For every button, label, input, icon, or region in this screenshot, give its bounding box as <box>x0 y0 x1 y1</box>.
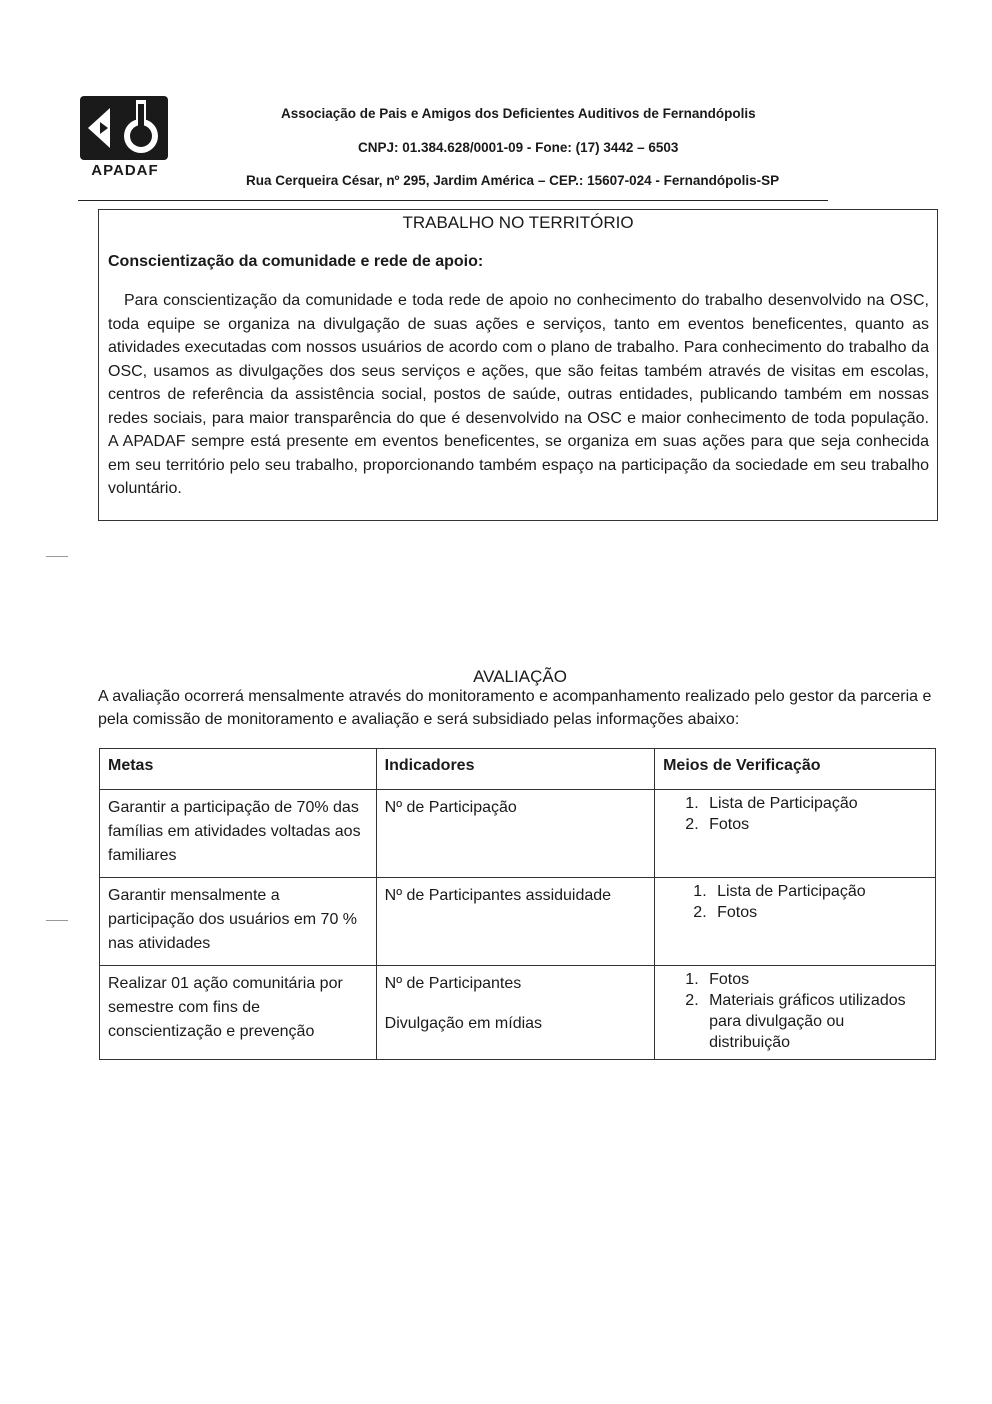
territory-subtitle: Conscientização da comunidade e rede de apoio: <box>108 253 484 270</box>
territory-body-text: Para conscientização da comunidade e toda rede de apoio no conhecimento do trabalho desenvolvido na OSC, toda equipe se organiza na divulgação de suas ações e serviços, tanto em eventos beneficentes, quanto as atividades executadas com nossos usuários de acordo com o plano de trabalho. Para conhecimento do trabalho da OSC, usamos as divulgações dos seus serviços e ações, que são feitas também através de visitas em escolas, centros de referência da assistência social, postos de saúde, outras entidades, publicando também em nossas redes sociais, para maior transparência do que é desenvolvido na OSC e maior conhecimento de toda população. A APADAF sempre está presente em eventos beneficentes, se organiza em suas ações para que seja conhecida em seu território pelo seu trabalho, proporcionando também espaço na participação da sociedade em seu trabalho voluntário. <box>108 292 929 497</box>
list-item: 2. Fotos <box>703 814 927 835</box>
indicator-text: Nº de Participantes <box>384 975 522 992</box>
evaluation-title: AVALIAÇÃO <box>473 667 567 686</box>
indicator-text: Divulgação em mídias <box>384 1015 543 1032</box>
meta-cell: Garantir a participação de 70% das famílias em atividades voltadas aos familiares <box>100 790 377 878</box>
territory-section <box>98 209 938 521</box>
apadaf-logo <box>80 96 170 179</box>
apadaf-logo-icon <box>80 96 170 162</box>
cnpj-phone: CNPJ: 01.384.628/0001-09 - Fone: (17) 3442 – 6503 <box>358 140 679 155</box>
meta-cell: Realizar 01 ação comunitária por semestre com fins de conscientização e prevenção <box>100 966 377 1060</box>
table-row <box>100 790 936 878</box>
territory-title: TRABALHO NO TERRITÓRIO <box>402 213 634 232</box>
header-divider <box>78 200 828 201</box>
list-item: 1. Fotos <box>703 969 927 990</box>
indicator-cell: Nº de Participantes assiduidade <box>376 878 654 966</box>
evaluation-intro: A avaliação ocorrerá mensalmente através do monitoramento e acompanhamento realizado pelo gestor da parceria e pela comissão de monitoramento e avaliação e será subsidiado pelas informações abaixo: <box>98 688 932 728</box>
table-row <box>100 878 936 966</box>
verification-cell <box>655 878 936 966</box>
scan-mark <box>46 920 68 921</box>
indicator-cell: Nº de Participação <box>376 790 654 878</box>
table-row <box>100 966 936 1060</box>
list-item: 2. Materiais gráficos utilizados para divulgação ou distribuição <box>703 990 927 1053</box>
verification-cell <box>655 790 936 878</box>
address: Rua Cerqueira César, nº 295, Jardim América – CEP.: 15607-024 - Fernandópolis-SP <box>246 173 780 188</box>
territory-body <box>108 289 929 501</box>
header-metas: Metas <box>100 749 377 790</box>
table-header-row <box>100 749 936 790</box>
list-item: 1. Lista de Participação <box>711 881 927 902</box>
indicator-cell <box>376 966 654 1060</box>
verification-cell <box>655 966 936 1060</box>
list-item: 2. Fotos <box>711 902 927 923</box>
logo-text: APADAF <box>91 162 159 179</box>
meta-cell: Garantir mensalmente a participação dos usuários em 70 % nas atividades <box>100 878 377 966</box>
header-indicadores: Indicadores <box>376 749 654 790</box>
scan-mark <box>46 556 68 557</box>
header-meios: Meios de Verificação <box>655 749 936 790</box>
evaluation-table <box>99 748 936 1060</box>
org-name: Associação de Pais e Amigos dos Deficientes Auditivos de Fernandópolis <box>281 106 756 121</box>
list-item: 1. Lista de Participação <box>703 793 927 814</box>
